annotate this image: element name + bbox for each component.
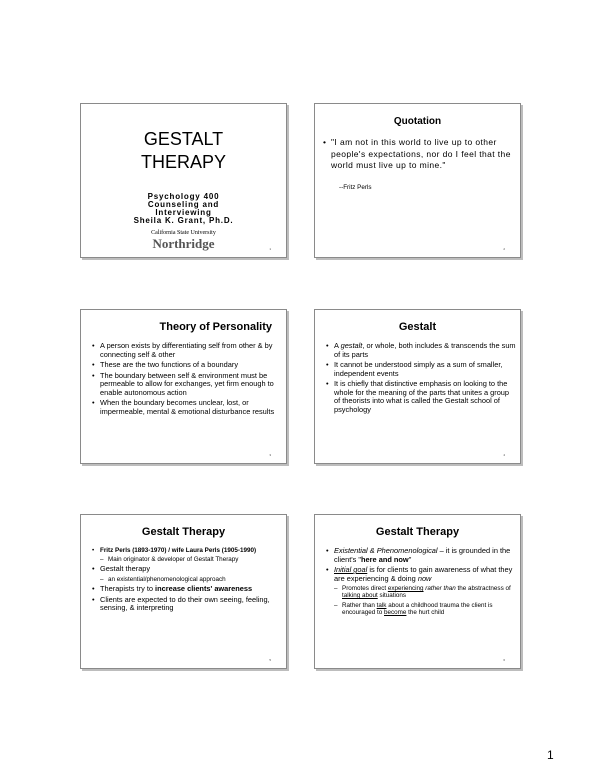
bullet-icon: • — [326, 565, 329, 575]
bullet-icon: • — [92, 370, 95, 380]
bullet-icon: • — [92, 584, 95, 594]
title-line-2: THERAPY — [140, 152, 227, 172]
slide-quotation — [314, 103, 521, 258]
university-logo-name: Northridge — [152, 236, 215, 251]
slide-heading: Theory of Personality — [159, 321, 272, 333]
course-number: Psychology 400 — [147, 192, 220, 201]
bullet-list — [92, 547, 282, 615]
dash-icon: – — [100, 556, 104, 564]
bullet-list — [92, 342, 282, 418]
slide-theory-of-personality — [80, 309, 287, 464]
list-item: • Therapists try to increase clients' awareness — [92, 584, 253, 594]
bullet-icon: • — [326, 341, 329, 350]
list-item: – Main originator & developer of Gestalt Therapy — [100, 556, 239, 564]
slide-gestalt — [314, 309, 521, 464]
bullet-icon: • — [92, 398, 95, 408]
slide-title-heading — [81, 128, 286, 174]
list-item: • A person exists by differentiating self from other & by connecting self & other — [92, 341, 273, 359]
list-item: • Clients are expected to do their own seeing, feeling, sensing, & interpreting — [92, 594, 270, 613]
list-item: – an existential/phenomenological approach — [100, 575, 226, 583]
slide-gestalt-therapy-1 — [80, 514, 287, 669]
instructor-name: Sheila K. Grant, Ph.D. — [133, 216, 234, 225]
slide-number: 2 — [503, 247, 505, 251]
course-name-line-2: Interviewing — [155, 208, 212, 217]
quote-author: --Fritz Perls — [339, 184, 372, 191]
list-item: • Existential & Phenomenological – it is grounded in the client's "here and now" — [326, 546, 511, 564]
list-item: • It is chiefly that distinctive emphasis on looking to the whole for the meaning of the parts that unites a group of theorists into what is called the Gestalt school of psychology — [326, 379, 510, 414]
course-info — [81, 193, 286, 225]
slide-heading: Gestalt Therapy — [375, 526, 460, 538]
university-logo-small: California State University — [151, 230, 216, 236]
list-item: • When the boundary becomes unclear, lost, or impermeable, mental & emotional disturbance results — [92, 398, 275, 416]
dash-icon: – — [334, 601, 338, 609]
bullet-list — [326, 342, 516, 416]
list-item: – Rather than talk about a childhood trauma the client is encouraged to become the hurt child — [334, 601, 493, 616]
slide-number: 1 — [269, 247, 271, 251]
slide-number: 5 — [269, 658, 271, 662]
dash-icon: – — [334, 585, 338, 593]
bullet-list — [326, 547, 516, 618]
list-item: • Initial goal is for clients to gain awareness of what they are experiencing & doing now — [326, 565, 513, 583]
list-item: • A gestalt, or whole, both includes & transcends the sum of its parts — [326, 341, 516, 359]
slide-number: 6 — [503, 658, 505, 662]
bullet-icon: • — [326, 546, 329, 555]
quote-text — [323, 137, 511, 172]
bullet-icon: • — [92, 547, 95, 554]
list-item: • Gestalt therapy — [92, 564, 151, 574]
bullet-icon: • — [92, 594, 95, 604]
bullet-icon: • — [92, 360, 95, 370]
quote-body: "I am not in this world to live up to other people's expectations, nor do I feel that the world must live up to mine." — [331, 137, 511, 170]
title-line-1: GESTALT — [143, 129, 224, 149]
list-item: – Promotes direct experiencing rather than the abstractness of talking about situations — [334, 585, 511, 600]
dash-icon: – — [100, 575, 104, 583]
slide-number: 4 — [503, 453, 505, 457]
slide-heading: Gestalt Therapy — [141, 526, 226, 538]
bullet-icon: • — [326, 360, 329, 370]
bullet-icon: • — [326, 379, 329, 389]
slide-heading: Quotation — [393, 116, 442, 127]
slide-title — [80, 103, 287, 258]
bullet-icon: • — [323, 137, 327, 147]
slide-number: 3 — [269, 453, 271, 457]
list-item: • The boundary between self & environment must be permeable to allow for exchanges, yet firm enough to enable autonomous action — [92, 370, 274, 397]
bullet-icon: • — [92, 341, 95, 350]
list-item: • It cannot be understood simply as a sum of smaller, independent events — [326, 360, 503, 378]
list-item: • Fritz Perls (1893-1970) / wife Laura Perls (1905-1990) — [92, 547, 257, 554]
bullet-icon: • — [92, 564, 95, 574]
slide-gestalt-therapy-2 — [314, 514, 521, 669]
list-item: • These are the two functions of a boundary — [92, 360, 239, 370]
page-number: 1 — [547, 748, 554, 762]
slide-heading: Gestalt — [398, 321, 437, 333]
course-name-line-1: Counseling and — [147, 200, 220, 209]
